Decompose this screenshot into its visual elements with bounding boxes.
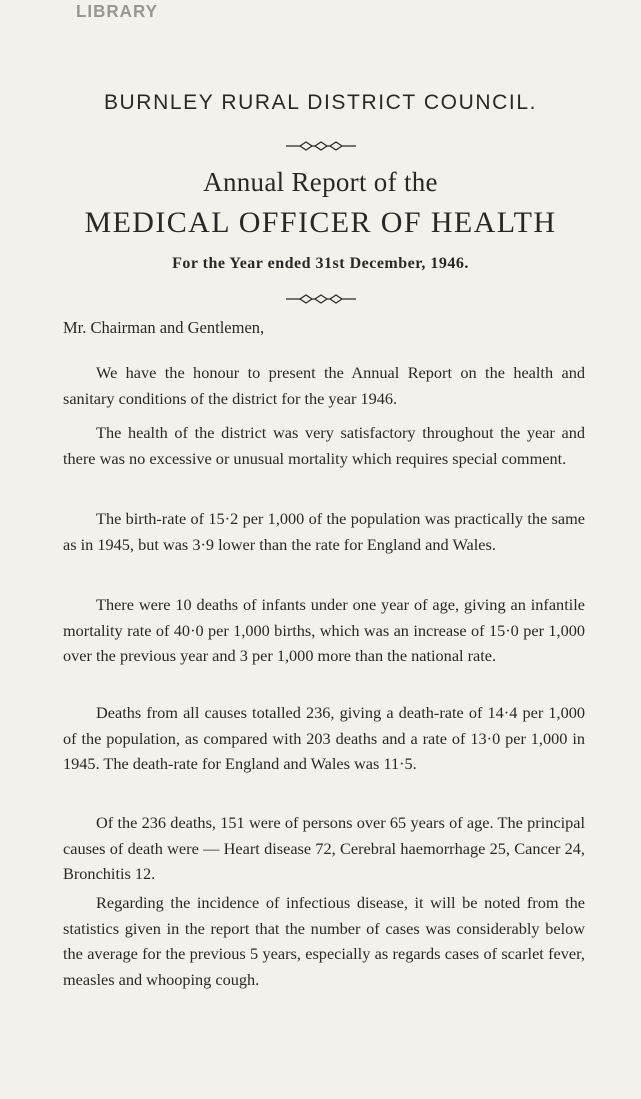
council-heading: BURNLEY RURAL DISTRICT COUNCIL. <box>103 91 538 114</box>
paragraph-causes-of-death: Of the 236 deaths, 151 were of persons over 65 years of age. The principal causes of death were — Heart disease 72, Cerebral haemorrhage 25, Cancer 24, Bronchitis 12. <box>63 813 585 883</box>
paragraph-birth-rate: The birth-rate of 15·2 per 1,000 of the population was practically the same as in 1945, but was 3·9 lower than the rate for England and Wales. <box>63 509 585 554</box>
library-stamp: LIBRARY <box>76 1 158 22</box>
paragraph-infectious-disease: Regarding the incidence of infectious disease, it will be noted from the statistics given in the report that the number of cases was considerably below the average for the previous 5 years, especially as regards cases of scarlet fever, measles and whooping cough. <box>63 893 585 989</box>
paragraph-introduction: We have the honour to present the Annual Report on the health and sanitary conditions of the district for the year 1946. <box>63 363 585 408</box>
paragraph-death-rate: Deaths from all causes totalled 236, giving a death-rate of 14·4 per 1,000 of the population, as compared with 203 deaths and a rate of 13·0 per 1,000 in 1945. The death-rate for England and Wales was 11·5. <box>63 703 585 773</box>
ornamental-divider-bottom <box>0 292 641 306</box>
paragraph-health: The health of the district was very satisfactory throughout the year and there was no excessive or unusual mortality which requires special comment. <box>63 423 585 468</box>
ornamental-divider-top <box>0 139 641 153</box>
report-year-line: For the Year ended 31st December, 1946. <box>172 255 469 272</box>
salutation: Mr. Chairman and Gentlemen, <box>63 318 265 337</box>
officer-title: MEDICAL OFFICER OF HEALTH <box>84 206 557 239</box>
report-title: Annual Report of the <box>203 167 438 197</box>
paragraph-infant-mortality: There were 10 deaths of infants under one year of age, giving an infantile mortality rate of 40·0 per 1,000 births, which was an increase of 15·0 per 1,000 over the previous year and 3 per 1,000 more than the national rate. <box>63 595 585 665</box>
